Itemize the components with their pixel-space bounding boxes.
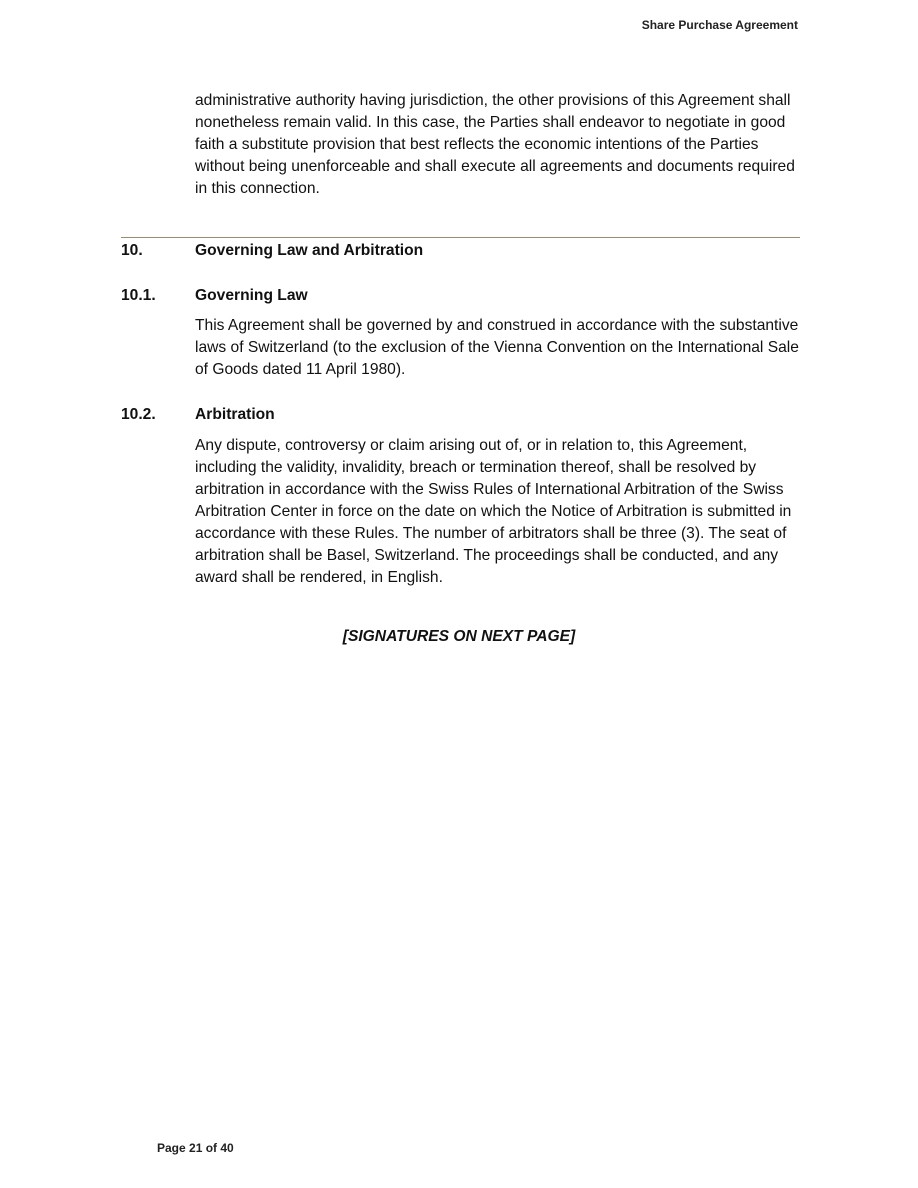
- arbitration-paragraph: Any dispute, controversy or claim arising out of, or in relation to, this Agreement, including the validity, invalidity, breach or termination thereof, shall be resolved by arbitration in accordance with the Swiss Rules of International Arbitration of the Swiss Arbitration Center in force on the date on which the Notice of Arbitration is submitted in accordance with these Rules. The number of arbitrators shall be three (3). The seat of arbitration shall be Basel, Switzerland. The proceedings shall be conducted, and any award shall be rendered, in English.: [195, 437, 792, 586]
- governing-law-paragraph: This Agreement shall be governed by and construed in accordance with the substantive laws of Switzerland (to the exclusion of the Vienna Convention on the International Sale of Goods dated 11 April 1980).: [195, 317, 799, 378]
- page-number: Page 21 of 40: [157, 1141, 234, 1155]
- section-title: Governing Law and Arbitration: [195, 242, 424, 259]
- subsection-title-arbitration: Arbitration: [195, 406, 275, 423]
- subsection-number-arbitration: 10.2.: [121, 406, 156, 423]
- subsection-title-governing-law: Governing Law: [195, 287, 308, 304]
- section-number: 10.: [121, 242, 143, 259]
- section-divider: [121, 237, 800, 238]
- signature-note: [SIGNATURES ON NEXT PAGE]: [342, 628, 576, 645]
- continuation-paragraph: administrative authority having jurisdiction, the other provisions of this Agreement shall nonetheless remain valid. In this case, the Parties shall endeavor to negotiate in good faith a substitute provision that best reflects the economic intentions of the Parties without being unenforceable and shall execute all agreements and documents required in this connection.: [195, 92, 795, 197]
- document-header-title: Share Purchase Agreement: [641, 18, 798, 32]
- subsection-number-governing-law: 10.1.: [121, 287, 156, 304]
